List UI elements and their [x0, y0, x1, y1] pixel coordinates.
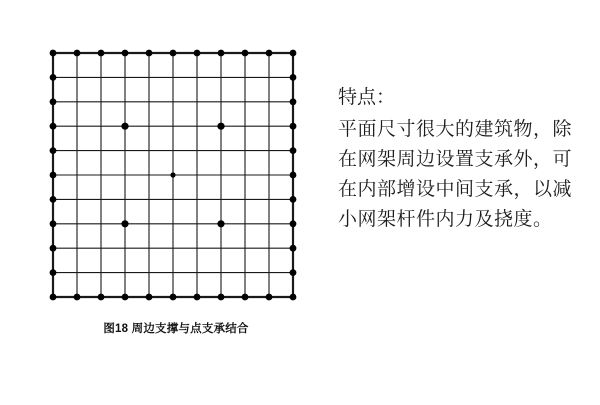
notes-block [338, 82, 576, 234]
grid-svg [44, 44, 302, 306]
notes-title: 特点： [338, 86, 396, 108]
figure-block [36, 44, 316, 336]
figure-caption: 图18 周边支撑与点支承结合 [103, 323, 249, 335]
space-frame-grid-diagram [44, 44, 302, 306]
notes-body: 平面尺寸很大的建筑物，除在网架周边设置支承外，可在内部增设中间支承，以减小网架杆件内力及挠度。 [338, 118, 573, 230]
